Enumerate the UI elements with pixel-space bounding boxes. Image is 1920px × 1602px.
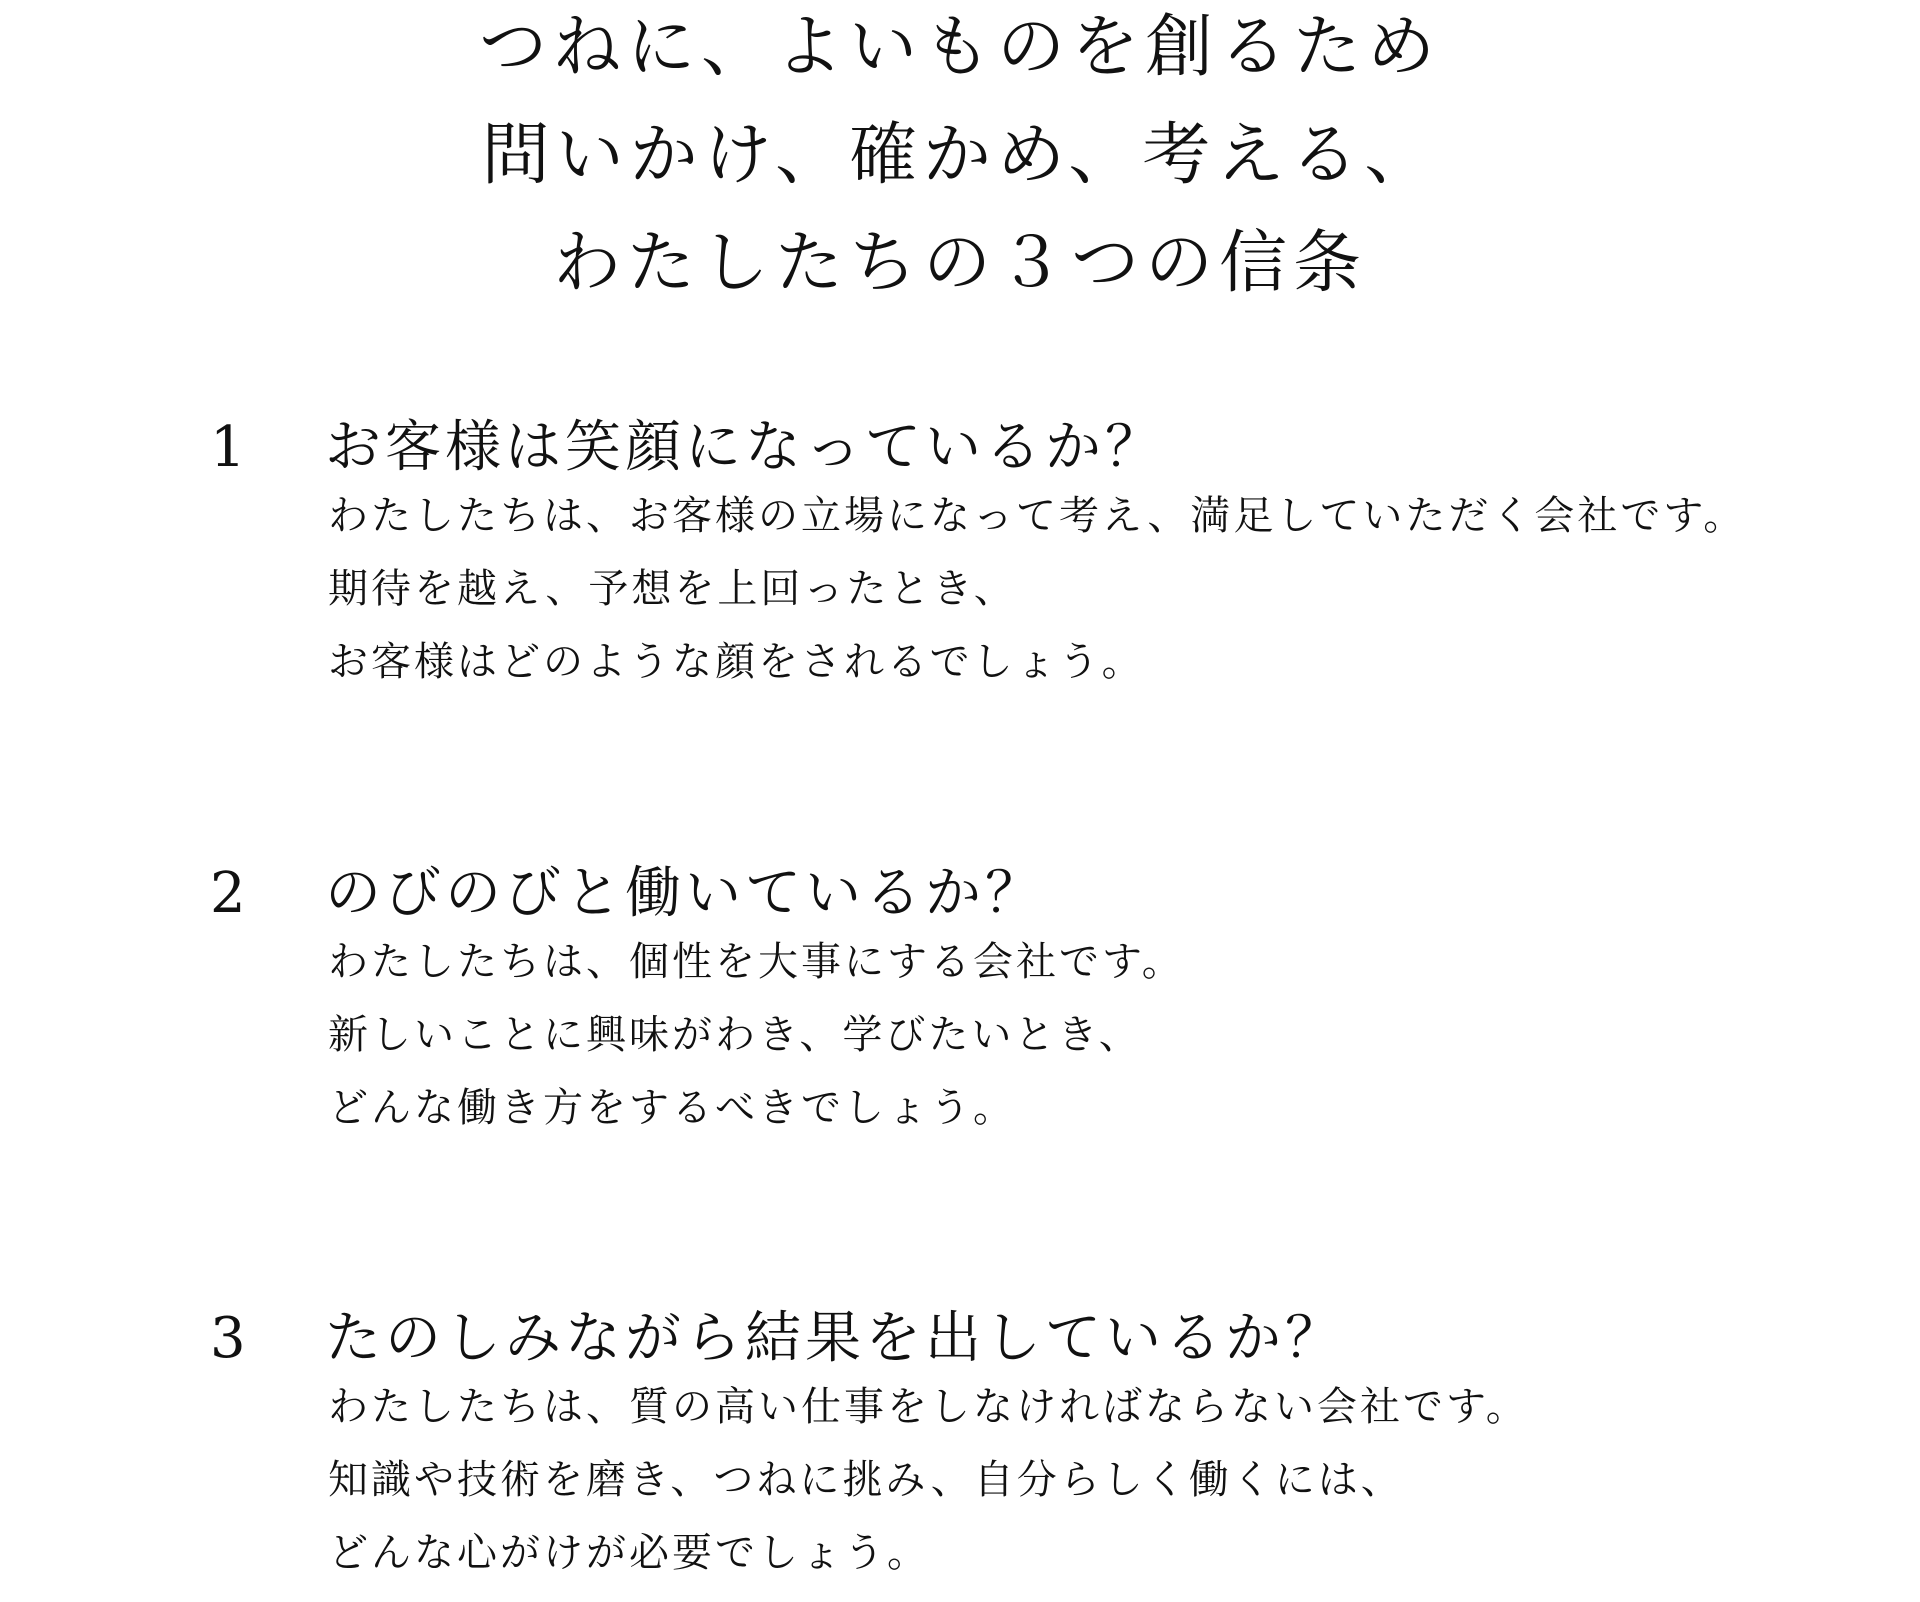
creed-number: 3 [210,1306,246,1371]
creed-title: たのしみながら結果を出しているか？ [325,1306,1345,1371]
headline-line-1: つねに、よいものを創るため [478,8,1441,87]
creed-body-line: わたしたちは、お客様の立場になって考え、満足していただく会社です。 [328,493,1747,539]
creed-body [328,1383,1529,1602]
creed-number: 1 [210,415,246,480]
creed-body-line: わたしたちは、個性を大事にする会社です。 [328,939,1185,985]
creed-body-line: わたしたちは、質の高い仕事をしなければならない会社です。 [328,1384,1529,1430]
creed-body-line: お客様はどのような顔をされるでしょう。 [328,639,1145,685]
creed-body-line: 新しいことに興味がわき、学びたいとき、 [328,1012,1142,1058]
creed-body-line: どんな働き方をするべきでしょう。 [328,1085,1016,1131]
creed-body-line: 知識や技術を磨き、つねに挑み、自分らしく働くには、 [328,1457,1404,1503]
headline-line-3: わたしたちの３つの信条 [552,224,1367,303]
creed-body-line: どんな心がけが必要でしょう。 [328,1530,930,1576]
creed-title: のびのびと働いているか？ [325,861,1045,926]
creed-body [328,492,1746,711]
creed-number: 2 [210,861,246,926]
headline-line-2: 問いかけ、確かめ、考える、 [481,116,1439,195]
creed-body [328,938,1185,1157]
creed-title: お客様は笑顔になっているか？ [325,415,1165,480]
creed-body-line: 期待を越え、予想を上回ったとき、 [328,566,1017,612]
headline [0,0,1920,303]
